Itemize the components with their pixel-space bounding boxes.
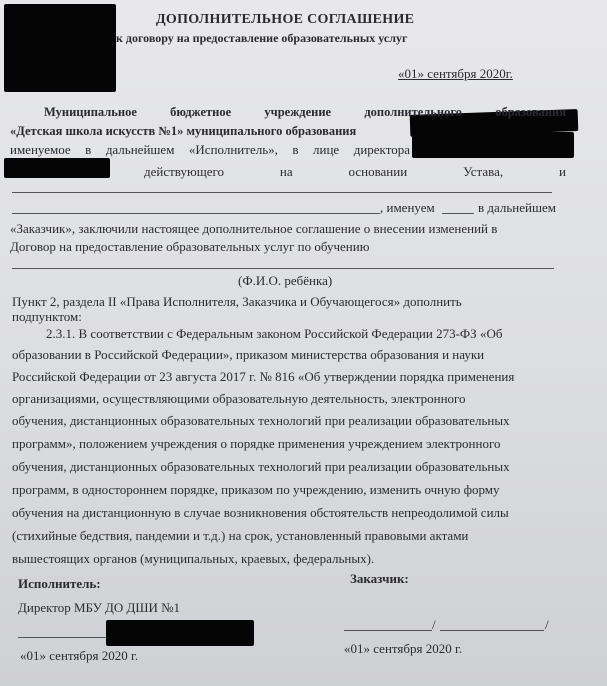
org-word: Муниципальное <box>44 105 137 119</box>
basis-word: Устава, <box>463 164 504 179</box>
clause-line: Российской Федерации от 23 августа 2017 г. № 816 «Об утверждении порядка применения <box>12 369 515 384</box>
intro-word: в <box>292 142 299 157</box>
blank-line-1 <box>12 192 552 193</box>
customer-heading: Заказчик: <box>350 571 409 586</box>
clause-line: обучения, дистанционных образовательных технологий при реализации образовательных <box>12 459 510 474</box>
customer-suffix-blank <box>442 213 474 214</box>
customer-name-line <box>440 630 544 631</box>
point-line-2: подпунктом: <box>12 309 82 324</box>
clause-line: организациями, осуществляющими образовательную деятельность, электронного <box>12 391 466 406</box>
executor-date: «01» сентября 2020 г. <box>20 648 139 663</box>
point-line-1: Пункт 2, раздела II «Права Исполнителя, Заказчика и Обучающегося» дополнить <box>12 294 462 309</box>
customer-named-text-2: в дальнейшем <box>478 200 556 215</box>
clause-line: программ, в одностороннем порядке, приказом по учреждению, изменить очную форму <box>12 482 500 497</box>
org-word: образования <box>495 105 566 119</box>
document-subtitle: к договору на предоставление образовательных услуг <box>116 31 408 45</box>
redaction-block-signature <box>106 620 254 646</box>
acting-basis-line <box>144 164 566 180</box>
org-word: бюджетное <box>170 105 232 119</box>
intro-word: именуемое <box>10 142 71 157</box>
redaction-block-director <box>412 132 574 158</box>
basis-word: на <box>279 164 293 179</box>
clause-line: 2.3.1. В соответствии с Федеральным законом Российской Федерации 273-ФЗ «Об <box>46 326 503 341</box>
executor-intro-line <box>10 142 410 158</box>
customer-named-text: , именуем <box>380 200 435 215</box>
executor-signature-line <box>18 637 106 638</box>
clause-line: образовании в Российской Федерации», приказом министерства образования и науки <box>12 347 485 362</box>
org-line-1 <box>44 104 566 120</box>
intro-word: в <box>85 142 92 157</box>
clause-line: обучения на дистанционную в случае возникновения обстоятельств непреодолимой силы <box>12 505 509 520</box>
child-name-blank <box>12 268 554 269</box>
document-title: ДОПОЛНИТЕЛЬНОЕ СОГЛАШЕНИЕ <box>156 12 415 27</box>
basis-word: и <box>558 164 566 179</box>
clause-line: программ», положением учреждения о порядке применения учреждением электронного <box>12 436 501 451</box>
date-top: «01» сентября 2020г. <box>398 66 513 81</box>
intro-word: «Исполнитель», <box>188 142 278 157</box>
redaction-block-top-left <box>4 4 116 92</box>
intro-word: директора <box>353 142 410 157</box>
agreement-line-1: «Заказчик», заключили настоящее дополнительное соглашение о внесении изменений в <box>10 221 498 236</box>
executor-name: Директор МБУ ДО ДШИ №1 <box>18 600 181 615</box>
customer-signature-separator: / <box>432 617 436 632</box>
customer-signature-separator-2: / <box>545 617 549 632</box>
org-line-2: «Детская школа искусств №1» муниципального образования <box>10 124 357 138</box>
basis-word: основании <box>348 164 408 179</box>
org-word: учреждение <box>264 105 332 119</box>
intro-word: лице <box>313 142 340 157</box>
executor-heading: Исполнитель: <box>18 576 101 591</box>
agreement-line-2: Договор на предоставление образовательных услуг по обучению <box>10 239 370 254</box>
org-word: дополнительного <box>364 105 462 119</box>
basis-word: действующего <box>144 164 224 179</box>
customer-signature-line <box>344 630 432 631</box>
clause-line: вышестоящих органов (муниципальных, краевых, федеральных). <box>12 551 375 566</box>
child-name-label: (Ф.И.О. ребёнка) <box>238 273 333 288</box>
intro-word: дальнейшем <box>105 142 175 157</box>
clause-line: (стихийные бедствия, пандемии и т.д.) на срок, установленный правовыми актами <box>12 528 469 543</box>
redaction-block-director-name <box>4 158 110 178</box>
customer-name-blank <box>12 213 380 214</box>
clause-line: обучения, дистанционных образовательных технологий при реализации образовательных <box>12 413 510 428</box>
customer-date: «01» сентября 2020 г. <box>344 641 463 656</box>
